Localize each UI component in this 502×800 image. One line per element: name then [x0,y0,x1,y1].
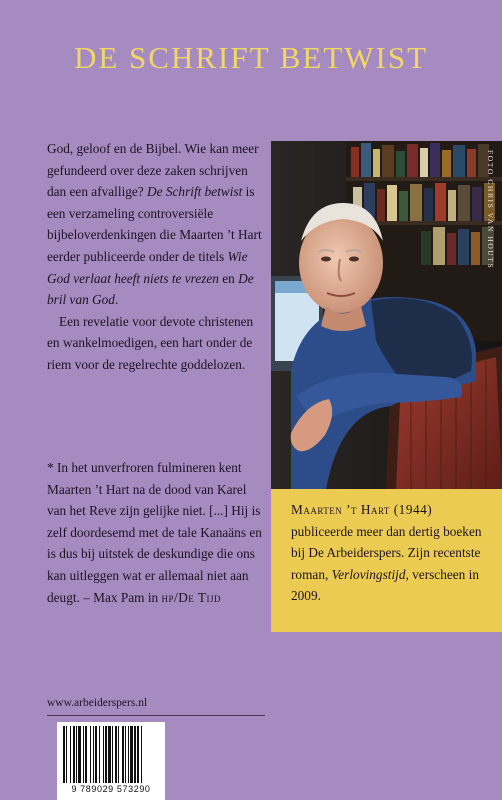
blurb-earlier-title-1: Wie God verlaat heeft niets te vrezen [47,248,248,286]
isbn-barcode [57,722,165,800]
author-name: Maarten ’t Hart (1944) [291,502,433,517]
recent-novel-title: Verlovingstijd [331,566,406,582]
barcode-bars [63,726,159,783]
author-photo [271,141,502,489]
book-title: DE SCHRIFT BETWIST [73,40,429,75]
blurb [47,138,265,376]
quote-source: hp/De Tijd [161,589,222,605]
author-bio-panel: Maarten ’t Hart (1944) publiceerde meer dan dertig boeken bij De Arbeiderspers. Zijn recentste roman, Verlovingstijd, verscheen in 2009. [271,489,502,632]
author-portrait-image [271,141,502,489]
isbn-number: 9 789029 573290 [71,784,151,794]
blurb-paragraph-1: God, geloof en de Bijbel. Wie kan meer gefundeerd over deze zaken schrijven dan een afvallige? De Schrift betwist is een verzameling controversiële bijbeloverdenkingen die Maarten ’t Hart eerder publiceerde onder de titels Wie God verlaat heeft niets te vrezen en De bril van God. [47,141,262,308]
photo-credit: FOTO CHRIS VAN HOUTS [486,150,495,270]
review-quote: * In het unverfroren fulmineren kent Maarten ’t Hart na de dood van Karel van het Reve zijn gelijke niet. [...] Hij is zelf doordesemd met de tale Kanaäns en is dus bij uitstek de deskundige die ons kan uitleggen wat er allemaal niet aan deugt. – Max Pam in hp/De Tijd [47,460,262,605]
divider [47,715,265,716]
blurb-earlier-title-2: De bril van God [47,270,254,308]
publisher-website[interactable]: www.arbeiderspers.nl [47,697,148,709]
blurb-paragraph-2: Een revelatie voor devote christenen en wankelmoedigen, een hart onder de riem voor de regelrechte goddelozen. [47,313,254,372]
blurb-book-title: De Schrift betwist [147,184,243,200]
